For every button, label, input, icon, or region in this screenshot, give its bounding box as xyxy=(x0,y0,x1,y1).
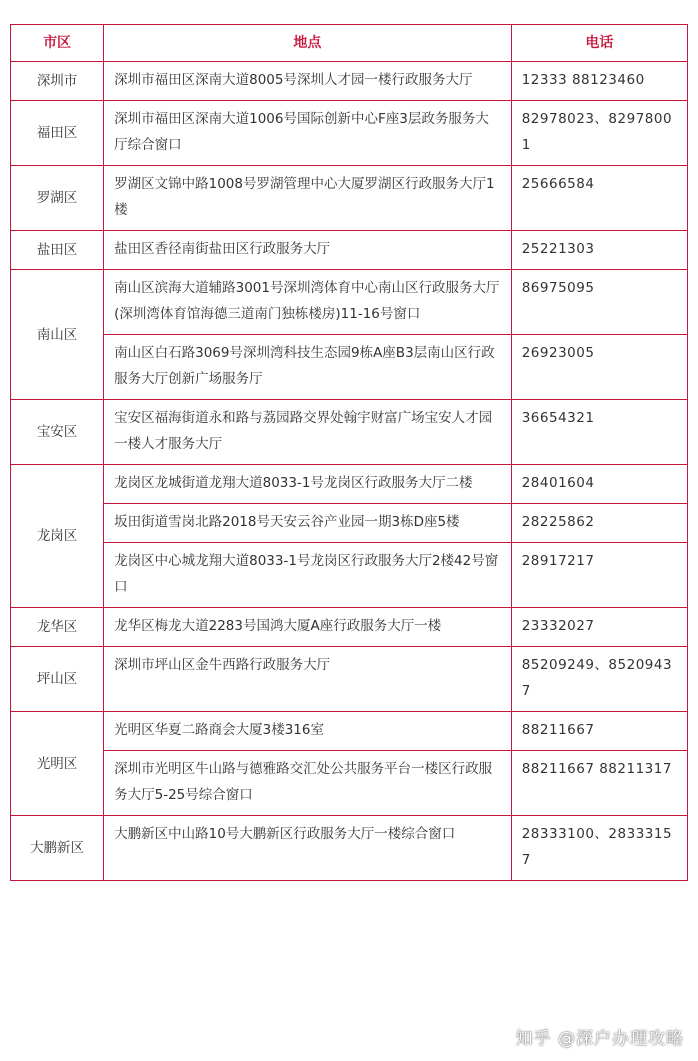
phone-cell: 12333 88123460 xyxy=(511,62,687,101)
table-row xyxy=(11,816,688,881)
district-cell: 坪山区 xyxy=(11,647,104,712)
address-cell: 南山区白石路3069号深圳湾科技生态园9栋A座B3层南山区行政服务大厅创新广场服务厅 xyxy=(104,335,512,400)
address-cell: 大鹏新区中山路10号大鹏新区行政服务大厅一楼综合窗口 xyxy=(104,816,512,881)
district-cell: 龙岗区 xyxy=(11,465,104,608)
district-cell: 大鹏新区 xyxy=(11,816,104,881)
table-row xyxy=(11,465,688,504)
service-hall-table xyxy=(10,24,688,881)
phone-cell: 23332027 xyxy=(511,608,687,647)
phone-cell: 28333100、28333157 xyxy=(511,816,687,881)
district-cell: 深圳市 xyxy=(11,62,104,101)
phone-cell: 88211667 xyxy=(511,712,687,751)
address-cell: 宝安区福海街道永和路与荔园路交界处翰宇财富广场宝安人才园一楼人才服务大厅 xyxy=(104,400,512,465)
header-district: 市区 xyxy=(11,25,104,62)
district-cell: 宝安区 xyxy=(11,400,104,465)
table-row xyxy=(11,231,688,270)
address-cell: 盐田区香径南街盐田区行政服务大厅 xyxy=(104,231,512,270)
district-cell: 光明区 xyxy=(11,712,104,816)
table-row xyxy=(11,504,688,543)
phone-cell: 36654321 xyxy=(511,400,687,465)
zhihu-watermark: 知乎 @深户办理攻略 xyxy=(515,1029,684,1049)
table-row xyxy=(11,751,688,816)
table-header-row xyxy=(11,25,688,62)
address-cell: 光明区华夏二路商会大厦3楼316室 xyxy=(104,712,512,751)
phone-cell: 28917217 xyxy=(511,543,687,608)
header-phone: 电话 xyxy=(511,25,687,62)
phone-cell: 28401604 xyxy=(511,465,687,504)
table-row xyxy=(11,712,688,751)
phone-cell: 26923005 xyxy=(511,335,687,400)
address-cell: 龙华区梅龙大道2283号国鸿大厦A座行政服务大厅一楼 xyxy=(104,608,512,647)
address-cell: 深圳市坪山区金牛西路行政服务大厅 xyxy=(104,647,512,712)
district-cell: 罗湖区 xyxy=(11,166,104,231)
table-row xyxy=(11,166,688,231)
table-row xyxy=(11,101,688,166)
phone-cell: 82978023、82978001 xyxy=(511,101,687,166)
district-cell: 福田区 xyxy=(11,101,104,166)
address-cell: 龙岗区中心城龙翔大道8033-1号龙岗区行政服务大厅2楼42号窗口 xyxy=(104,543,512,608)
table-row xyxy=(11,543,688,608)
address-cell: 龙岗区龙城街道龙翔大道8033-1号龙岗区行政服务大厅二楼 xyxy=(104,465,512,504)
address-cell: 坂田街道雪岗北路2018号天安云谷产业园一期3栋D座5楼 xyxy=(104,504,512,543)
phone-cell: 88211667 88211317 xyxy=(511,751,687,816)
header-address: 地点 xyxy=(104,25,512,62)
district-cell: 南山区 xyxy=(11,270,104,400)
phone-cell: 28225862 xyxy=(511,504,687,543)
address-cell: 南山区滨海大道辅路3001号深圳湾体育中心南山区行政服务大厅(深圳湾体育馆海德三道南门独栋楼房)11-16号窗口 xyxy=(104,270,512,335)
table-row xyxy=(11,335,688,400)
table-row xyxy=(11,400,688,465)
district-cell: 盐田区 xyxy=(11,231,104,270)
phone-cell: 25666584 xyxy=(511,166,687,231)
table-row xyxy=(11,62,688,101)
address-cell: 深圳市福田区深南大道1006号国际创新中心F座3层政务服务大厅综合窗口 xyxy=(104,101,512,166)
phone-cell: 25221303 xyxy=(511,231,687,270)
address-cell: 罗湖区文锦中路1008号罗湖管理中心大厦罗湖区行政服务大厅1楼 xyxy=(104,166,512,231)
phone-cell: 86975095 xyxy=(511,270,687,335)
table-row xyxy=(11,270,688,335)
table-row xyxy=(11,647,688,712)
phone-cell: 85209249、85209437 xyxy=(511,647,687,712)
table-row xyxy=(11,608,688,647)
address-cell: 深圳市光明区牛山路与德雅路交汇处公共服务平台一楼区行政服务大厅5-25号综合窗口 xyxy=(104,751,512,816)
address-cell: 深圳市福田区深南大道8005号深圳人才园一楼行政服务大厅 xyxy=(104,62,512,101)
district-cell: 龙华区 xyxy=(11,608,104,647)
